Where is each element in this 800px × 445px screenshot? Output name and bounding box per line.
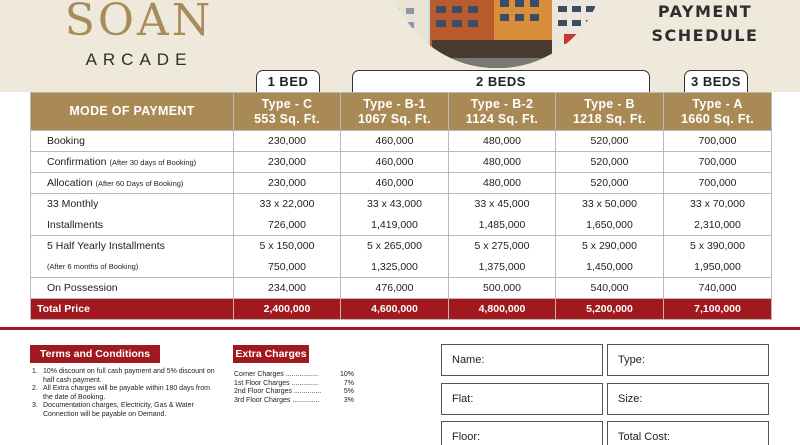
bed-group-2: 2 BEDS bbox=[352, 70, 650, 94]
list-item bbox=[234, 397, 354, 406]
table-cell: 540,000 bbox=[556, 278, 664, 299]
table-cell: 33 x 50,000 bbox=[556, 194, 664, 215]
row-label-note: (After 60 Days of Booking) bbox=[95, 179, 184, 188]
table-cell: 460,000 bbox=[341, 131, 449, 152]
table-cell: 33 x 70,000 bbox=[664, 194, 772, 215]
table-cell: 7,100,000 bbox=[664, 299, 772, 320]
table-cell: 234,000 bbox=[234, 278, 341, 299]
table-row-monthly bbox=[31, 194, 772, 215]
column-type: Type - B-2 bbox=[470, 96, 534, 111]
flat-field[interactable]: Flat: bbox=[441, 383, 603, 415]
list-item-text: Documentation charges, Electricity, Gas & Water Connection will be payable on Demand. bbox=[43, 402, 194, 418]
charge-value: 10% bbox=[339, 371, 354, 378]
table-cell: 2,310,000 bbox=[664, 215, 772, 236]
table-cell: 500,000 bbox=[449, 278, 556, 299]
row-label-text: Confirmation bbox=[47, 156, 107, 168]
payment-schedule-table bbox=[30, 92, 772, 320]
table-row-confirmation bbox=[31, 152, 772, 173]
row-label-text: Allocation bbox=[47, 177, 93, 189]
table-cell: 520,000 bbox=[556, 131, 664, 152]
column-header bbox=[664, 93, 772, 131]
charge-value: 7% bbox=[343, 379, 354, 387]
table-cell: 740,000 bbox=[664, 278, 772, 299]
terms-list bbox=[32, 368, 217, 420]
list-item-number: 2. bbox=[32, 385, 38, 393]
extra-charges-heading: Extra Charges bbox=[233, 345, 309, 363]
row-label: 33 Monthly bbox=[31, 194, 234, 215]
table-row-booking bbox=[31, 131, 772, 152]
column-type: Type - C bbox=[261, 96, 313, 111]
table-cell: 33 x 43,000 bbox=[341, 194, 449, 215]
charge-value: 3% bbox=[343, 396, 354, 404]
column-size: 553 Sq. Ft. bbox=[254, 111, 320, 126]
page-title bbox=[640, 0, 770, 48]
table-cell: 520,000 bbox=[556, 173, 664, 194]
table-cell: 2,400,000 bbox=[234, 299, 341, 320]
table-header-row bbox=[31, 93, 772, 131]
table-cell: 1,375,000 bbox=[449, 257, 556, 278]
table-cell: 4,600,000 bbox=[341, 299, 449, 320]
mode-of-payment-header: MODE OF PAYMENT bbox=[31, 93, 234, 131]
row-label: Total Price bbox=[31, 299, 234, 320]
table-cell: 1,950,000 bbox=[664, 257, 772, 278]
table-row-total bbox=[31, 299, 772, 320]
divider-line bbox=[0, 327, 800, 330]
table-cell: 230,000 bbox=[234, 152, 341, 173]
row-label bbox=[31, 173, 234, 194]
table-cell: 5 x 265,000 bbox=[341, 236, 449, 257]
table-row-half-yearly-total bbox=[31, 257, 772, 278]
column-size: 1660 Sq. Ft. bbox=[680, 111, 755, 126]
table-cell: 726,000 bbox=[234, 215, 341, 236]
bed-group-3: 3 BEDS bbox=[684, 70, 748, 94]
column-size: 1124 Sq. Ft. bbox=[465, 111, 539, 126]
table-cell: 480,000 bbox=[449, 152, 556, 173]
table-cell: 460,000 bbox=[341, 152, 449, 173]
column-header bbox=[341, 93, 449, 131]
row-label: Booking bbox=[31, 131, 234, 152]
list-item-number: 3. bbox=[32, 402, 38, 410]
floor-field[interactable]: Floor: bbox=[441, 421, 603, 445]
list-item bbox=[234, 380, 354, 389]
column-type: Type - B-1 bbox=[363, 96, 426, 111]
table-row-possession bbox=[31, 278, 772, 299]
logo-main-text: SOAN bbox=[64, 0, 214, 46]
table-cell: 4,800,000 bbox=[449, 299, 556, 320]
column-type: Type - A bbox=[692, 96, 743, 111]
column-size: 1067 Sq. Ft. bbox=[357, 111, 432, 126]
terms-heading: Terms and Conditions bbox=[30, 345, 160, 363]
list-item-text: 10% discount on full cash payment and 5% discount on half cash payment. bbox=[43, 368, 215, 384]
column-header bbox=[556, 93, 664, 131]
total-cost-field[interactable]: Total Cost: bbox=[607, 421, 769, 445]
table-row-monthly-total bbox=[31, 215, 772, 236]
charge-value: 5% bbox=[343, 388, 354, 396]
table-cell: 750,000 bbox=[234, 257, 341, 278]
charge-label: 3rd Floor Charges .............. bbox=[234, 396, 320, 404]
table-cell: 700,000 bbox=[664, 152, 772, 173]
list-item-number: 1. bbox=[32, 368, 38, 375]
column-header bbox=[234, 93, 341, 131]
column-type: Type - B bbox=[584, 96, 635, 111]
table-cell: 5 x 275,000 bbox=[449, 236, 556, 257]
extra-charges-list bbox=[234, 371, 354, 405]
list-item bbox=[32, 402, 217, 419]
table-cell: 700,000 bbox=[664, 173, 772, 194]
row-label bbox=[31, 152, 234, 173]
table-cell: 480,000 bbox=[449, 131, 556, 152]
charge-label: Corner Charges ................. bbox=[234, 371, 319, 378]
list-item-text: All Extra charges will be payable within 180 days from the date of Booking. bbox=[43, 385, 210, 401]
table-cell: 476,000 bbox=[341, 278, 449, 299]
table-row-half-yearly bbox=[31, 236, 772, 257]
table-cell: 700,000 bbox=[664, 131, 772, 152]
logo bbox=[64, 0, 214, 72]
size-field[interactable]: Size: bbox=[607, 383, 769, 415]
row-label: On Possession bbox=[31, 278, 234, 299]
table-cell: 230,000 bbox=[234, 131, 341, 152]
type-field[interactable]: Type: bbox=[607, 344, 769, 376]
table-cell: 1,325,000 bbox=[341, 257, 449, 278]
list-item bbox=[234, 388, 354, 397]
table-cell: 460,000 bbox=[341, 173, 449, 194]
name-field[interactable]: Name: bbox=[441, 344, 603, 376]
row-label-note: (After 30 days of Booking) bbox=[109, 158, 197, 167]
title-line-1: PAYMENT bbox=[657, 2, 753, 21]
table-cell: 1,650,000 bbox=[556, 215, 664, 236]
table-cell: 1,419,000 bbox=[341, 215, 449, 236]
table-cell: 230,000 bbox=[234, 173, 341, 194]
table-row-allocation bbox=[31, 173, 772, 194]
bed-group-1: 1 BED bbox=[256, 70, 320, 94]
row-label: Installments bbox=[31, 215, 234, 236]
table-cell: 5 x 150,000 bbox=[234, 236, 341, 257]
charge-label: 2nd Floor Charges .............. bbox=[234, 388, 322, 396]
table-cell: 5,200,000 bbox=[556, 299, 664, 320]
table-cell: 1,450,000 bbox=[556, 257, 664, 278]
column-size: 1218 Sq. Ft. bbox=[572, 111, 647, 126]
list-item bbox=[234, 371, 354, 380]
charge-label: 1st Floor Charges .............. bbox=[234, 379, 319, 387]
table-cell: 520,000 bbox=[556, 152, 664, 173]
table-cell: 33 x 45,000 bbox=[449, 194, 556, 215]
table-cell: 480,000 bbox=[449, 173, 556, 194]
list-item bbox=[32, 368, 217, 385]
table-cell: 33 x 22,000 bbox=[234, 194, 341, 215]
row-label: 5 Half Yearly Installments bbox=[31, 236, 234, 257]
table-cell: 5 x 290,000 bbox=[556, 236, 664, 257]
table-cell: 5 x 390,000 bbox=[664, 236, 772, 257]
table-cell: 1,485,000 bbox=[449, 215, 556, 236]
title-line-2: SCHEDULE bbox=[651, 26, 759, 45]
row-label-note: (After 6 months of Booking) bbox=[31, 257, 234, 278]
column-header bbox=[449, 93, 556, 131]
logo-sub-text: ARCADE bbox=[85, 50, 193, 69]
list-item bbox=[32, 385, 217, 402]
